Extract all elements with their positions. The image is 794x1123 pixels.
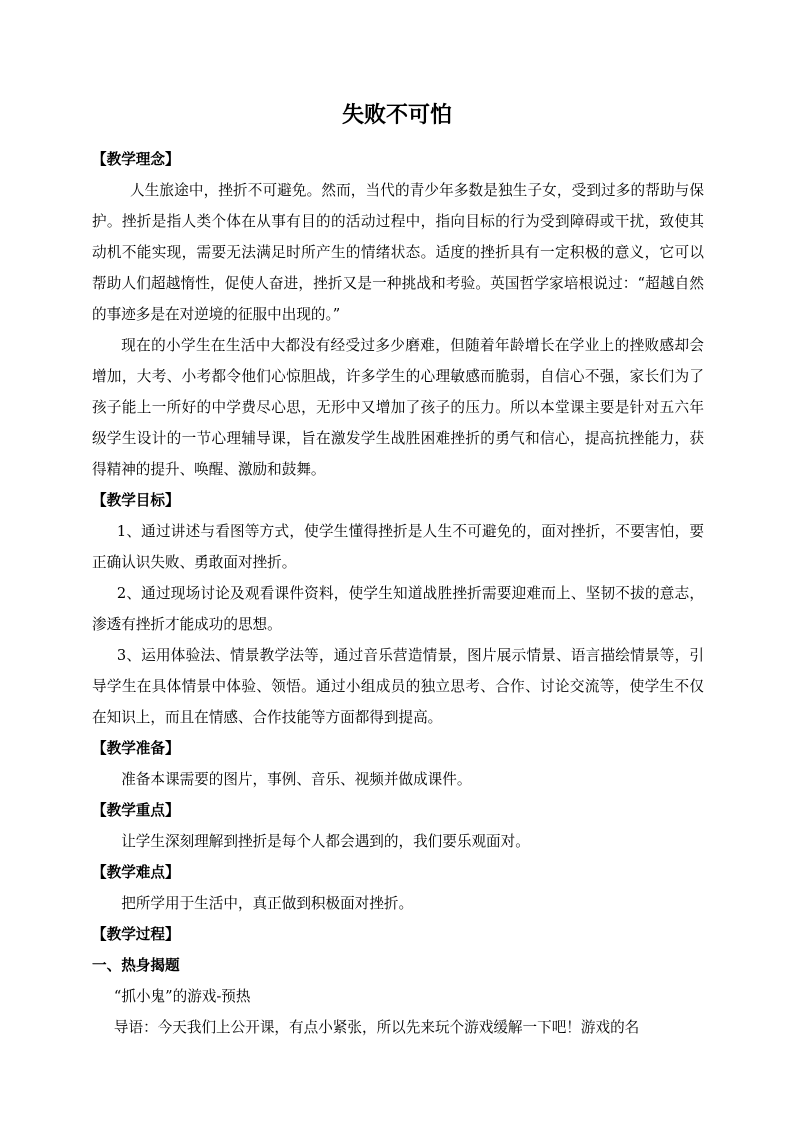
goal-item-1: 1、通过讲述与看图等方式，使学生懂得挫折是人生不可避免的，面对挫折，不要害怕，要正确认识失败、勇敢面对挫折。 <box>92 523 704 571</box>
concept-paragraph-1: 人生旅途中，挫折不可避免。然而，当代的青少年多数是独生子女，受到过多的帮助与保护。挫折是指人类个体在从事有目的的活动过程中，指向目标的行为受到障碍或干扰，致使其动机不能实现，需要无法满足时所产生的情绪状态。适度的挫折具有一定积极的意义，它可以帮助人们超越惰性，促使人奋进，挫折又是一种挑战和考验。英国哲学家培根说过：“超越自然的事迹多是在对逆境的征服中出现的。” <box>92 182 704 323</box>
process-intro: 导语：今天我们上公开课，有点小紧张，所以先来玩个游戏缓解一下吧！游戏的名 <box>113 1019 640 1036</box>
document-body <box>92 144 704 1043</box>
preparation-text: 准备本课需要的图片，事例、音乐、视频并做成课件。 <box>121 771 472 788</box>
section-heading-goals: 【教学目标】 <box>92 492 180 509</box>
goal-item-3: 3、运用体验法、情景教学法等，通过音乐营造情景，图片展示情景、语言描绘情景等，引导学生在具体情景中体验、领悟。通过小组成员的独立思考、合作、讨论交流等，使学生不仅在知识上，而且在情感、合作技能等方面都得到提高。 <box>92 647 704 726</box>
section-heading-difficulties: 【教学难点】 <box>92 864 180 881</box>
document-title: 失败不可怕 <box>341 103 452 128</box>
section-heading-process: 【教学过程】 <box>92 926 180 943</box>
process-game-title: “抓小鬼”的游戏-预热 <box>113 988 251 1005</box>
key-points-text: 让学生深刻理解到挫折是每个人都会遇到的，我们要乐观面对。 <box>121 833 530 850</box>
section-heading-key-points: 【教学重点】 <box>92 802 180 819</box>
concept-paragraph-2: 现在的小学生在生活中大都没有经受过多少磨难，但随着年龄增长在学业上的挫败感却会增加，大考、小考都令他们心惊胆战，许多学生的心理敏感而脆弱，自信心不强，家长们为了孩子能上一所好的中学费尽心思，无形中又增加了孩子的压力。所以本堂课主要是针对五六年级学生设计的一节心理辅导课，旨在激发学生战胜困难挫折的勇气和信心，提高抗挫能力，获得精神的提升、唤醒、激励和鼓舞。 <box>92 337 704 478</box>
goal-item-2: 2、通过现场讨论及观看课件资料，使学生知道战胜挫折需要迎难而上、坚韧不拔的意志，渗透有挫折才能成功的思想。 <box>92 585 704 633</box>
process-subheading: 一、热身揭题 <box>92 957 180 974</box>
section-heading-concept: 【教学理念】 <box>92 151 180 168</box>
difficulties-text: 把所学用于生活中，真正做到积极面对挫折。 <box>121 895 414 912</box>
section-heading-preparation: 【教学准备】 <box>92 740 180 757</box>
